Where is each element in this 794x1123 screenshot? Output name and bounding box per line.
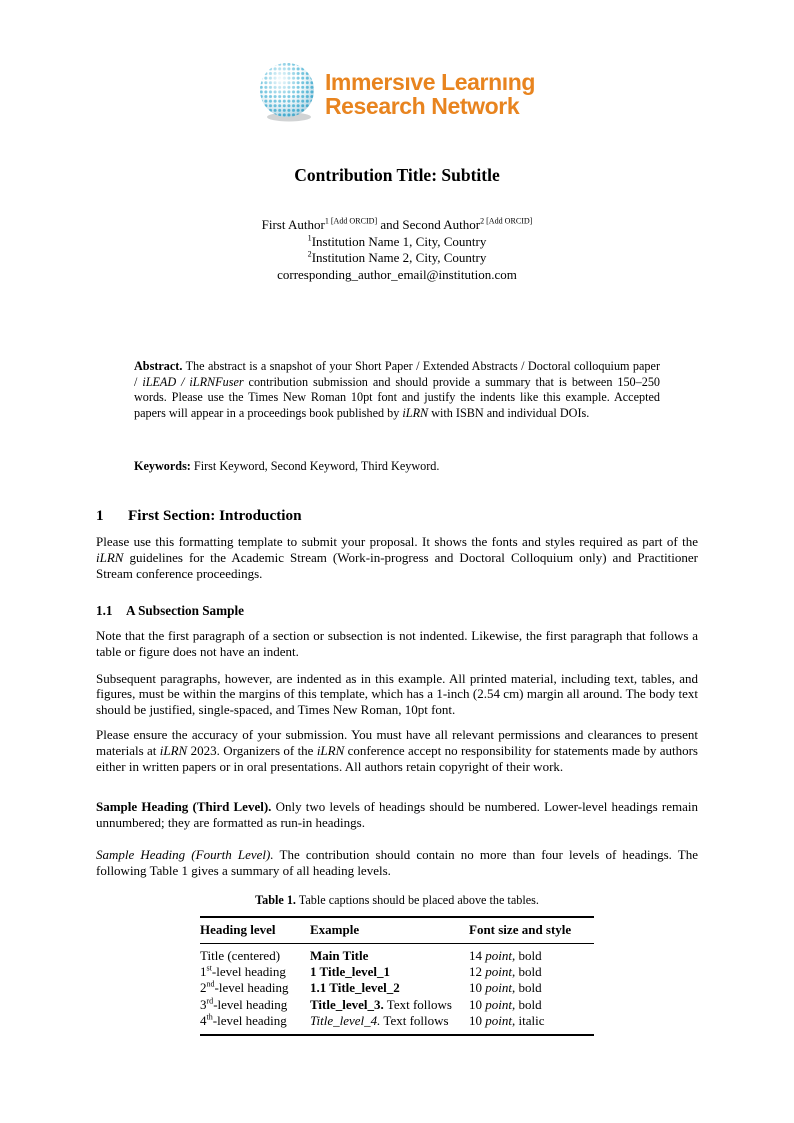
cell-font: 10 point, italic	[469, 1013, 545, 1029]
cell-example: 1 Title_level_1	[310, 964, 391, 979]
logo-line-1: Immersıve Learnıng	[324, 69, 536, 95]
table-row	[200, 943, 594, 964]
paragraph-accuracy: Please ensure the accuracy of your submission. You must have all relevant permissions and clearances to present materials at iLRN 2023. Organizers of the iLRN conference accept no responsibility for statements made by authors either in written papers or in oral presentations. All authors retain copyright of their work.	[96, 727, 698, 775]
paper-title: Contribution Title: Subtitle	[294, 165, 500, 185]
paragraph-margins: Subsequent paragraphs, however, are indented as in this example. All printed material, including text, tables, and figures, must be within the margins of this template, which has a 1-inch (2.54 cm) margin all around. The body text should be justified, single-spaced, and Times New Roman, 10pt font.	[96, 670, 698, 718]
cell-level: 4th-level heading	[200, 1012, 287, 1029]
table-header-row	[200, 917, 594, 944]
cell-example: 1.1 Title_level_2	[310, 980, 400, 996]
section-title: First Section: Introduction	[128, 507, 302, 524]
column-header-example: Example	[310, 917, 469, 944]
cell-level: Title (centered)	[200, 947, 281, 963]
author-block	[0, 217, 794, 283]
subsection-title: A Subsection Sample	[126, 602, 244, 618]
table-row	[200, 1013, 594, 1034]
ilrn-logo-wordmark	[325, 71, 535, 118]
cell-level: 3rd-level heading	[200, 996, 288, 1012]
table-row	[200, 964, 594, 980]
cell-example: Title_level_4. Text follows	[310, 1013, 449, 1029]
authors-line: First Author$^{1 [Add ORCID]}$ and Second Author$^{2 [Add ORCID]}$	[261, 216, 533, 232]
logo-line-2: Research Network	[324, 92, 520, 119]
cell-example: Main Title	[310, 947, 369, 963]
subsection-1-1-heading	[96, 603, 698, 619]
abstract-paragraph: Abstract. The abstract is a snapshot of your Short Paper / Extended Abstracts / Doctoral colloquium paper / iLEAD / iLRNFuser contribution submission and should provide a summary that is between 150–250 words. Please use the Times New Roman 10pt font and justify the indents like this example. Accepted papers will appear in a proceedings book published by iLRN with ISBN and individual DOIs.	[134, 359, 661, 420]
ilrn-logo	[0, 0, 794, 127]
affiliation-2: $^2$Institution Name 2, City, Country	[307, 249, 487, 265]
section-number: 1	[96, 507, 104, 524]
section-1-heading	[96, 507, 698, 525]
paragraph-fourth-level-heading: Sample Heading (Fourth Level). The contribution should contain no more than four levels of headings. The following Table 1 gives a summary of all heading levels.	[96, 846, 698, 878]
paragraph-intro: Please use this formatting template to submit your proposal. It shows the fonts and styles required as part of the iLRN guidelines for the Academic Stream (Work-in-progress and Doctoral Colloquium only) and Practitioner Stream conference proceedings.	[96, 534, 698, 581]
paragraph-third-level-heading: Sample Heading (Third Level). Only two levels of headings should be numbered. Lower-level headings remain unnumbered; they are formatted as run-in headings.	[96, 798, 698, 830]
cell-level: 1st-level heading	[200, 963, 286, 979]
cell-level: 2nd-level heading	[200, 980, 289, 996]
affiliation-1: $^1$Institution Name 1, City, Country	[307, 233, 487, 249]
column-header-heading-level: Heading level	[200, 917, 310, 944]
table-row	[200, 980, 594, 996]
cell-font: 12 point, bold	[469, 964, 542, 979]
table-1-caption: Table 1. Table captions should be placed above the tables.	[255, 892, 539, 907]
cell-example: Title_level_3. Text follows	[310, 996, 452, 1012]
cell-font: 10 point, bold	[469, 996, 542, 1012]
cell-font: 14 point, bold	[469, 947, 542, 963]
corresponding-email: corresponding_author_email@institution.com	[277, 266, 517, 282]
cell-font: 10 point, bold	[469, 980, 542, 996]
keywords-line: Keywords: First Keyword, Second Keyword, Third Keyword.	[134, 459, 440, 473]
paragraph-no-indent: Note that the first paragraph of a section or subsection is not indented. Likewise, the first paragraph that follows a table or figure does not have an indent.	[96, 627, 698, 659]
heading-levels-table	[200, 916, 594, 1036]
table-row	[200, 997, 594, 1013]
column-header-font-size: Font size and style	[469, 917, 594, 944]
ilrn-globe-icon	[259, 62, 316, 127]
subsection-number: 1.1	[96, 602, 113, 618]
